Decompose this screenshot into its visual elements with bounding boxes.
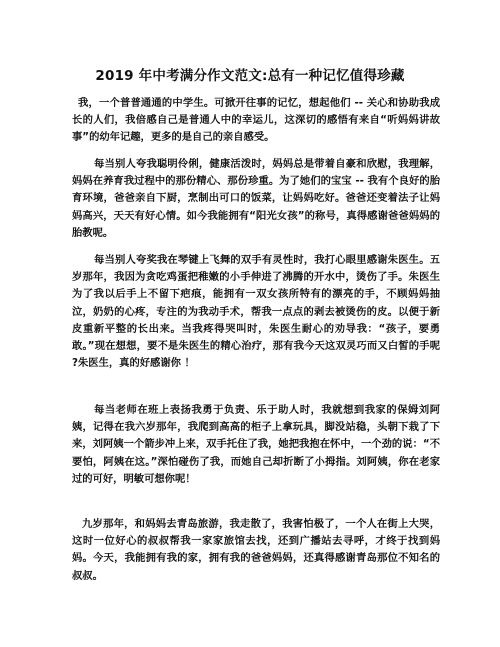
paragraph-qingdao: 九岁那年，和妈妈去青岛旅游，我走散了，我害怕极了，一个人在街上大哭，这时一位好心的叔叔帮我一家家旅馆去找，还到广播站去寻呼，才终于找到妈妈。今天，我能拥有我的家，拥有我的爸爸妈妈，还真得感谢青岛那位不知名的叔叔。 (72, 518, 440, 582)
paragraph-intro: 我，一个普普通通的中学生。可掀开往事的记忆，想起他们 -- 关心和协助我成长的人们，我倍感自己是普通人中的幸运儿，这深切的感悟有来自“听妈妈讲故事”的幼年记趣，更多的是自己的亲自感受。 (72, 97, 440, 144)
paragraph-doctor: 每当别人夸奖我在琴键上飞舞的双手有灵性时，我打心眼里感谢朱医生。五岁那年，我因为贪吃鸡蛋把稚嫩的小手伸进了沸腾的开水中，烫伤了手。朱医生为了我以后手上不留下疤痕，能拥有一双女孩所特有的漂亮的手，不顾妈妈抽泣，奶奶的心疼，专注的为我动手术，帮我一点点的剥去被烫伤的皮。以便于新皮重新平整的长出来。当我疼得哭叫时，朱医生耐心的劝导我：“孩子，要勇敢。”现在想想，要不是朱医生的精心治疗，那有我今天这双灵巧而又白皙的手呢 ?朱医生，真的好感谢你 ！ (72, 254, 440, 370)
paragraph-parents: 每当别人夸我聪明伶俐，健康活泼时，妈妈总是带着自豪和欣慰，我理解，妈妈在养育我过程中的那份精心、那份珍重。为了她们的宝宝 -- 我有个良好的胎育环境，爸爸亲自下厨，烹制出可口的饭菜，让妈妈吃好。爸爸还变着法子让妈妈高兴，天天有好心情。如今我能拥有“阳光女孩”的称号，真得感谢爸爸妈妈的胎教呢。 (72, 158, 440, 239)
paragraph-nanny: 每当老师在班上表扬我勇于负责、乐于助人时，我就想到我家的保姆刘阿姨，记得在我六岁那年，我爬到高高的柜子上拿玩具，脚没站稳，头朝下栽了下来，刘阿姨一个箭步冲上来，双手托住了我，她把我抱在怀中，一个劲的说：“不要怕，阿姨在这。”深怕碰伤了我，而她自己却折断了小拇指。刘阿姨，你在老家过的可好，明敏可想你呢！ (72, 404, 440, 485)
document-title: 2019 年中考满分作文范文:总有一种记忆值得珍藏 (95, 68, 405, 84)
